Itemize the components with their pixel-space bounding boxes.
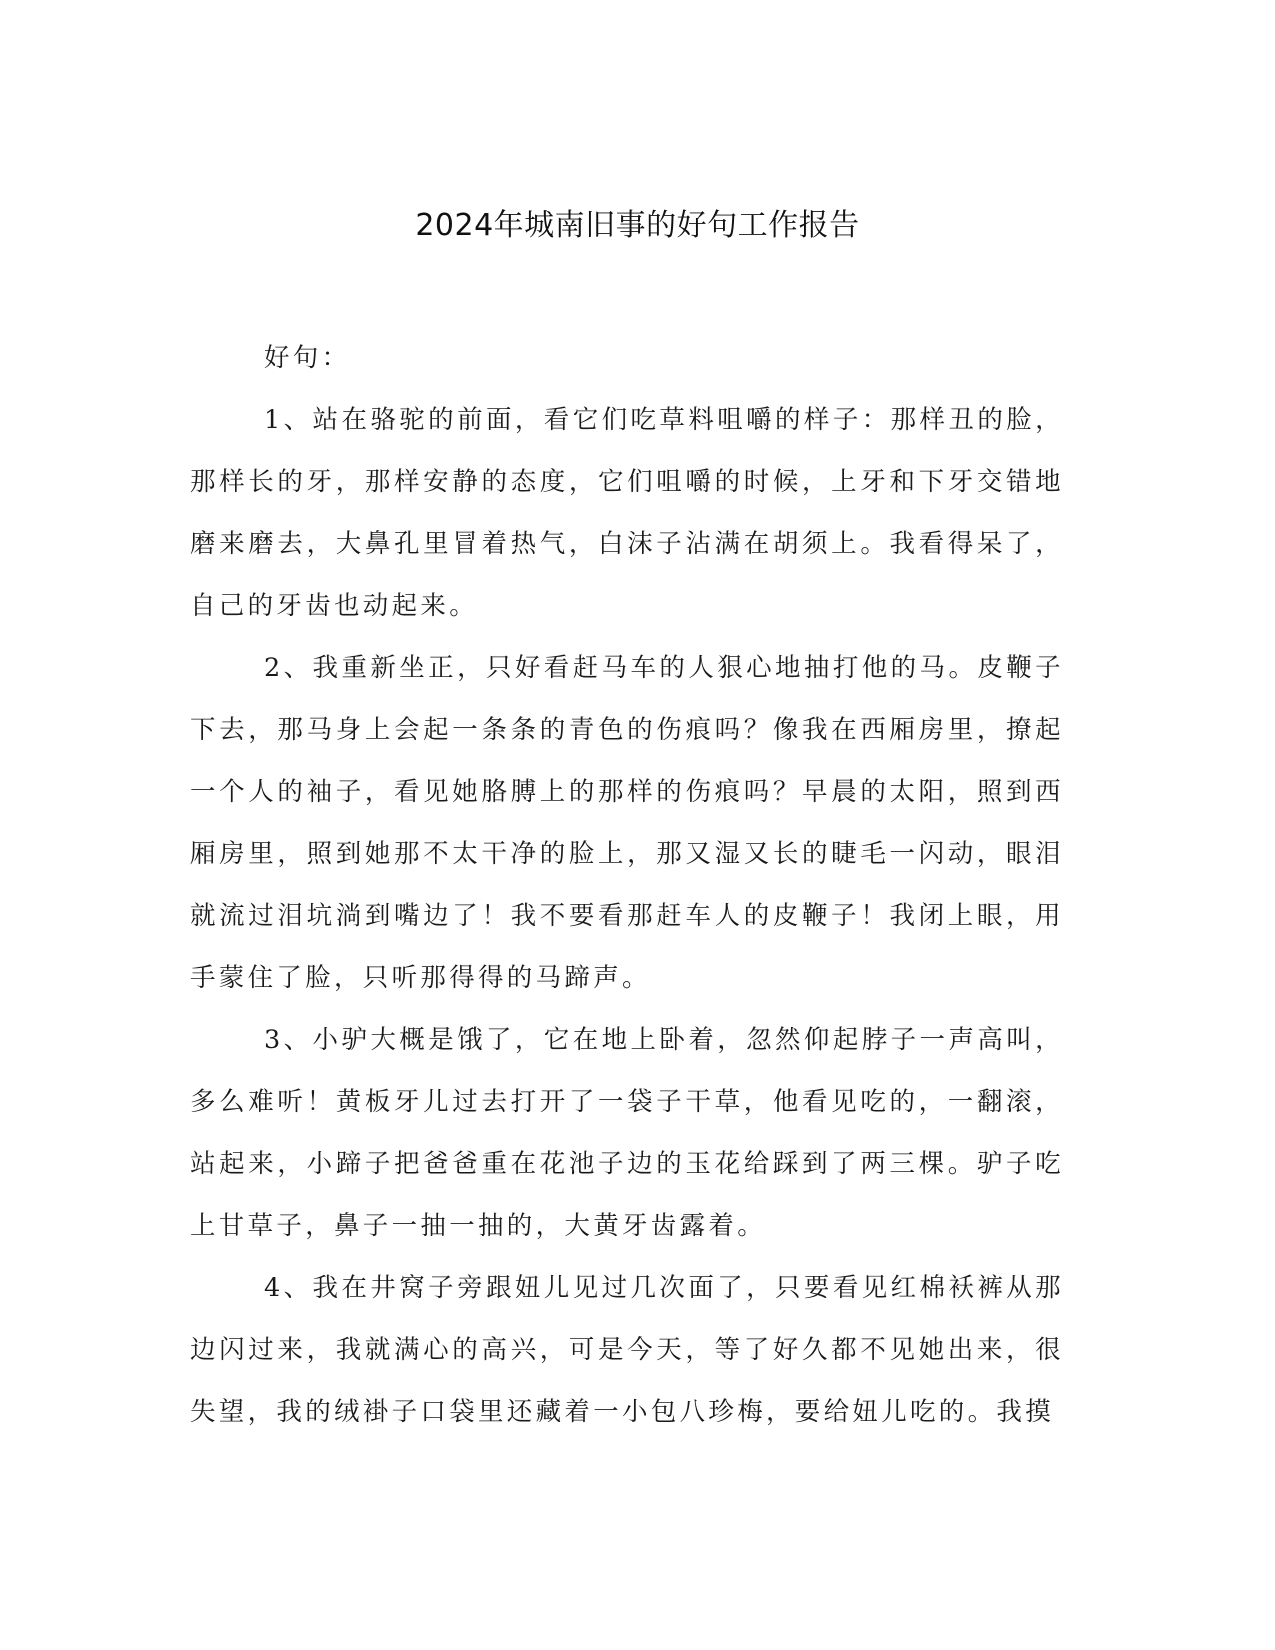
paragraph-4: 4、我在井窝子旁跟妞儿见过几次面了，只要看见红棉袄裤从那边闪过来，我就满心的高兴，可是今天，等了好久都不见她出来，很失望，我的绒褂子口袋里还藏着一小包八珍梅，要给妞儿吃的。我摸 bbox=[190, 1273, 1064, 1427]
document-body bbox=[190, 327, 1064, 1443]
document-title: 2024年城南旧事的好句工作报告 bbox=[415, 208, 860, 243]
paragraph-2: 2、我重新坐正，只好看赶马车的人狠心地抽打他的马。皮鞭子下去，那马身上会起一条条的青色的伤痕吗？像我在西厢房里，撩起一个人的袖子，看见她胳膊上的那样的伤痕吗？早晨的太阳，照到西厢房里，照到她那不太干净的脸上，那又湿又长的睫毛一闪动，眼泪就流过泪坑淌到嘴边了！我不要看那赶车人的皮鞭子！我闭上眼，用手蒙住了脸，只听那得得的马蹄声。 bbox=[190, 653, 1064, 993]
section-label: 好句： bbox=[264, 343, 351, 373]
paragraph-1: 1、站在骆驼的前面，看它们吃草料咀嚼的样子：那样丑的脸，那样长的牙，那样安静的态度，它们咀嚼的时候，上牙和下牙交错地磨来磨去，大鼻孔里冒着热气，白沫子沾满在胡须上。我看得呆了，自己的牙齿也动起来。 bbox=[190, 405, 1064, 621]
paragraph-3: 3、小驴大概是饿了，它在地上卧着，忽然仰起脖子一声高叫，多么难听！黄板牙儿过去打开了一袋子干草，他看见吃的，一翻滚，站起来，小蹄子把爸爸重在花池子边的玉花给踩到了两三棵。驴子吃上甘草子，鼻子一抽一抽的，大黄牙齿露着。 bbox=[190, 1025, 1064, 1241]
